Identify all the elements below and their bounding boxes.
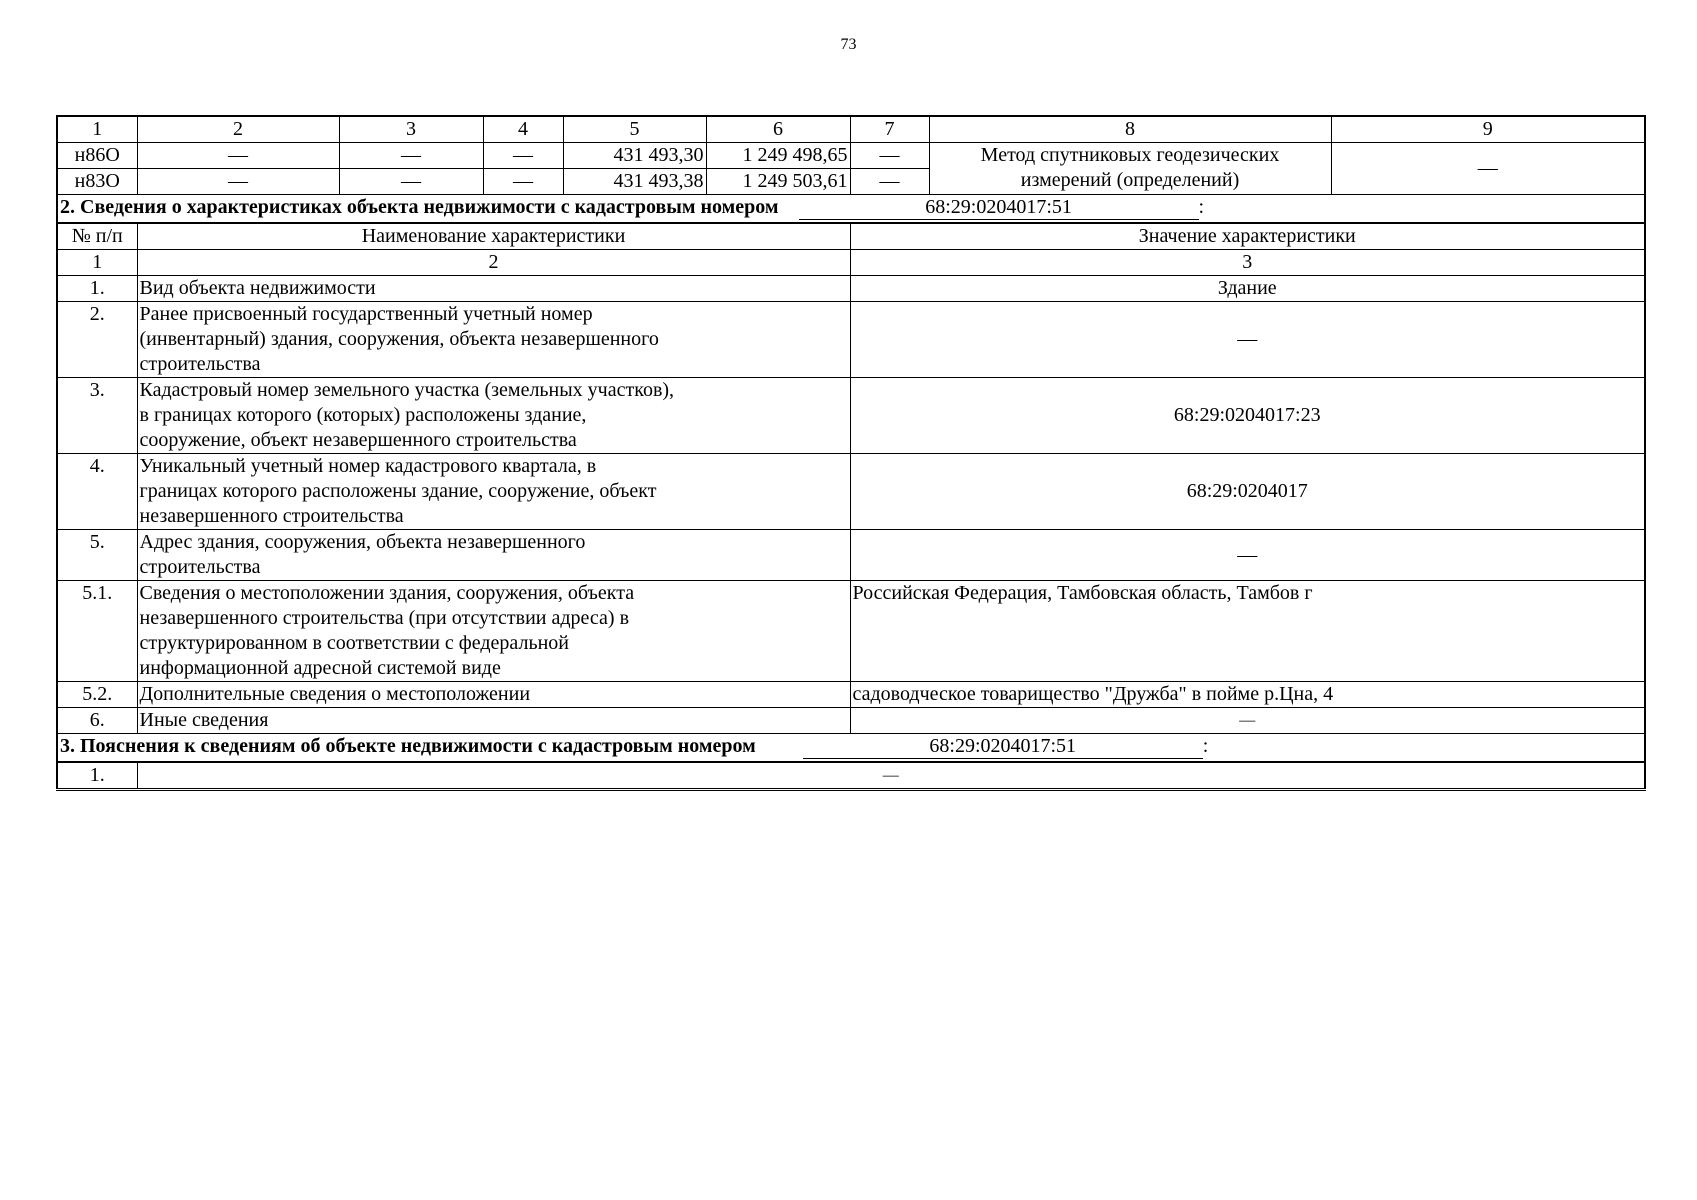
coords-header-cell: 4 bbox=[483, 116, 563, 143]
name-line: строительства bbox=[139, 353, 261, 375]
table-row bbox=[57, 762, 1645, 790]
coord-y: 1 249 498,65 bbox=[706, 143, 850, 169]
table-row bbox=[57, 302, 1645, 378]
coords-row bbox=[57, 143, 1645, 169]
characteristic-name: Вид объекта недвижимости bbox=[137, 276, 850, 302]
section2-title: 2. Сведения о характеристиках объекта недвижимости с кадастровым номером bbox=[60, 196, 779, 218]
coords-cell: — bbox=[483, 143, 563, 169]
point-name: н83О bbox=[57, 169, 137, 195]
characteristic-name: Дополнительные сведения о местоположении bbox=[137, 682, 850, 708]
row-number: 1. bbox=[57, 762, 137, 790]
section3-title-row bbox=[57, 734, 1645, 763]
table-row bbox=[57, 276, 1645, 302]
coords-cell: — bbox=[137, 169, 339, 195]
section2-colon: : bbox=[1198, 196, 1205, 218]
name-line: незавершенного строительства (при отсутствии адреса) в bbox=[139, 607, 630, 629]
section3-cadastral-number: 68:29:0204017:51 bbox=[803, 734, 1203, 759]
coords-cell: — bbox=[850, 143, 929, 169]
coords-header-cell: 6 bbox=[706, 116, 850, 143]
characteristic-name bbox=[137, 581, 850, 682]
col-header-num: № п/п bbox=[57, 223, 137, 250]
coords-header-cell: 3 bbox=[339, 116, 483, 143]
name-line: Сведения о местоположении здания, сооружения, объекта bbox=[139, 582, 635, 604]
characteristic-value: 68:29:0204017:23 bbox=[850, 378, 1645, 454]
characteristic-name bbox=[137, 378, 850, 454]
row-number: 4. bbox=[57, 454, 137, 530]
col-number: 3 bbox=[850, 250, 1645, 276]
name-line: структурированном в соответствии с федеральной bbox=[139, 632, 569, 654]
method-line: Метод спутниковых геодезических bbox=[980, 144, 1280, 166]
characteristic-value: — bbox=[850, 302, 1645, 378]
table-row bbox=[57, 708, 1645, 734]
section2-colnum-row bbox=[57, 250, 1645, 276]
section2-title-cell bbox=[57, 195, 1645, 224]
section2-cadastral-number: 68:29:0204017:51 bbox=[799, 195, 1199, 220]
row-number: 5.1. bbox=[57, 581, 137, 682]
coords-header-cell: 7 bbox=[850, 116, 929, 143]
coords-header-row bbox=[57, 116, 1645, 143]
table-row bbox=[57, 454, 1645, 530]
characteristic-value: — bbox=[850, 708, 1645, 734]
characteristic-name: Иные сведения bbox=[137, 708, 850, 734]
name-line: сооружение, объект незавершенного строительства bbox=[139, 429, 577, 451]
coords-header-cell: 2 bbox=[137, 116, 339, 143]
characteristic-value: Здание bbox=[850, 276, 1645, 302]
table-row bbox=[57, 378, 1645, 454]
coords-cell: — bbox=[137, 143, 339, 169]
method-cell bbox=[929, 143, 1331, 195]
explanation-value: — bbox=[137, 762, 1645, 790]
row-number: 5. bbox=[57, 530, 137, 581]
coords-cell: — bbox=[483, 169, 563, 195]
characteristic-value: садоводческое товарищество "Дружба" в пойме р.Цна, 4 bbox=[850, 682, 1645, 708]
coords-cell: — bbox=[850, 169, 929, 195]
row-number: 2. bbox=[57, 302, 137, 378]
point-name: н86О bbox=[57, 143, 137, 169]
characteristic-value: Российская Федерация, Тамбовская область, Тамбов г bbox=[850, 581, 1645, 682]
section3-colon: : bbox=[1202, 735, 1209, 757]
table-row bbox=[57, 530, 1645, 581]
name-line: границах которого расположены здание, сооружение, объект bbox=[139, 480, 657, 502]
name-line: (инвентарный) здания, сооружения, объекта незавершенного bbox=[139, 328, 659, 350]
name-line: Адрес здания, сооружения, объекта незавершенного bbox=[139, 531, 586, 553]
coords-header-cell: 5 bbox=[563, 116, 706, 143]
page-number: 73 bbox=[840, 36, 857, 53]
name-line: строительства bbox=[139, 556, 261, 578]
col9-cell: — bbox=[1331, 143, 1645, 195]
name-line: Уникальный учетный номер кадастрового квартала, в bbox=[139, 455, 597, 477]
name-line: Кадастровый номер земельного участка (земельных участков), bbox=[139, 379, 675, 401]
col-header-value: Значение характеристики bbox=[850, 223, 1645, 250]
row-number: 3. bbox=[57, 378, 137, 454]
coords-header-cell: 9 bbox=[1331, 116, 1645, 143]
characteristic-value: — bbox=[850, 530, 1645, 581]
section2-title-row bbox=[57, 195, 1645, 224]
row-number: 6. bbox=[57, 708, 137, 734]
method-line: измерений (определений) bbox=[1020, 169, 1240, 191]
section3-title-cell bbox=[57, 734, 1645, 763]
section2-header-row bbox=[57, 223, 1645, 250]
table-row bbox=[57, 682, 1645, 708]
coords-header-cell: 8 bbox=[929, 116, 1331, 143]
row-number: 5.2. bbox=[57, 682, 137, 708]
coord-x: 431 493,38 bbox=[563, 169, 706, 195]
row-number: 1. bbox=[57, 276, 137, 302]
coords-cell: — bbox=[339, 143, 483, 169]
coord-x: 431 493,30 bbox=[563, 143, 706, 169]
name-line: Ранее присвоенный государственный учетный номер bbox=[139, 303, 593, 325]
characteristic-value: 68:29:0204017 bbox=[850, 454, 1645, 530]
name-line: незавершенного строительства bbox=[139, 505, 404, 527]
col-number: 1 bbox=[57, 250, 137, 276]
section3-title: 3. Пояснения к сведениям об объекте недвижимости с кадастровым номером bbox=[60, 735, 756, 757]
cadastral-document-table bbox=[56, 115, 1646, 791]
name-line: в границах которого (которых) расположены здание, bbox=[139, 404, 587, 426]
coords-header-cell: 1 bbox=[57, 116, 137, 143]
coord-y: 1 249 503,61 bbox=[706, 169, 850, 195]
table-row bbox=[57, 581, 1645, 682]
characteristic-name bbox=[137, 530, 850, 581]
coords-cell: — bbox=[339, 169, 483, 195]
col-number: 2 bbox=[137, 250, 850, 276]
characteristic-name bbox=[137, 454, 850, 530]
characteristic-name bbox=[137, 302, 850, 378]
col-header-name: Наименование характеристики bbox=[137, 223, 850, 250]
name-line: информационной адресной системой виде bbox=[139, 657, 501, 679]
